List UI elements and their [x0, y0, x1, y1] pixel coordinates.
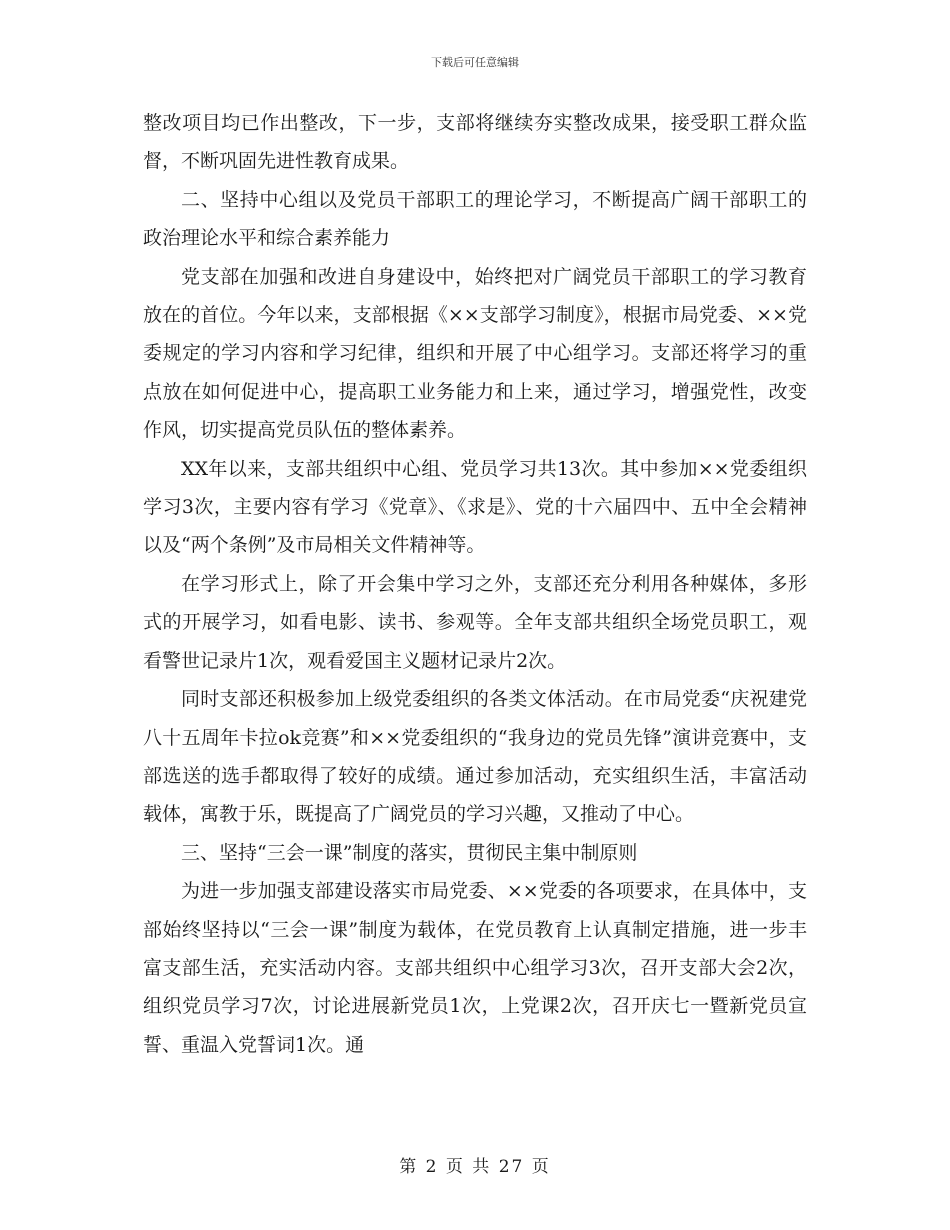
page-number-footer: 第 2 页 共 27 页: [399, 1157, 551, 1177]
section-heading-2: 二、坚持中心组以及党员干部职工的理论学习，不断提高广阔干部职工的政治理论水平和综合素养能力: [143, 188, 807, 250]
paragraph: XX年以来，支部共组织中心组、党员学习共13次。其中参加××党委组织学习3次，主要内容有学习《党章》、《求是》、党的十六届四中、五中全会精神以及“两个条例”及市局相关文件精神等。: [143, 457, 807, 557]
paragraph: 同时支部还积极参加上级党委组织的各类文体活动。在市局党委“庆祝建党八十五周年卡拉ok竞赛”和××党委组织的“我身边的党员先锋”演讲竞赛中，支部选送的选手都取得了较好的成绩。通过参加活动，充实组织生活，丰富活动载体，寓教于乐，既提高了广阔党员的学习兴趣，又推动了中心。: [143, 688, 807, 826]
page-header: 下载后可任意编辑: [431, 56, 519, 69]
paragraph: 为进一步加强支部建设落实市局党委、××党委的各项要求，在具体中，支部始终坚持以“三会一课”制度为载体，在党员教育上认真制定措施，进一步丰富支部生活，充实活动内容。支部共组织中心组学习3次，召开支部大会2次，组织党员学习7次，讨论进展新党员1次，上党课2次，召开庆七一暨新党员宣誓、重温入党誓词1次。通: [143, 880, 807, 1056]
section-heading-3: 三、坚持“三会一课”制度的落实，贯彻民主集中制原则: [181, 841, 638, 864]
paragraph: 党支部在加强和改进自身建设中，始终把对广阔党员干部职工的学习教育放在的首位。今年以来，支部根据《××支部学习制度》，根据市局党委、××党委规定的学习内容和学习纪律，组织和开展了中心组学习。支部还将学习的重点放在如何促进中心，提高职工业务能力和上来，通过学习，增强党性，改变作风，切实提高党员队伍的整体素养。: [143, 265, 807, 442]
document-body: [143, 104, 807, 1064]
paragraph: 在学习形式上，除了开会集中学习之外，支部还充分利用各种媒体，多形式的开展学习，如看电影、读书、参观等。全年支部共组织全场党员职工，观看警世记录片1次，观看爱国主义题材记录片2次。: [143, 572, 807, 672]
paragraph-continuation: 整改项目均已作出整改，下一步，支部将继续夯实整改成果，接受职工群众监督，不断巩固先进性教育成果。: [143, 112, 807, 173]
